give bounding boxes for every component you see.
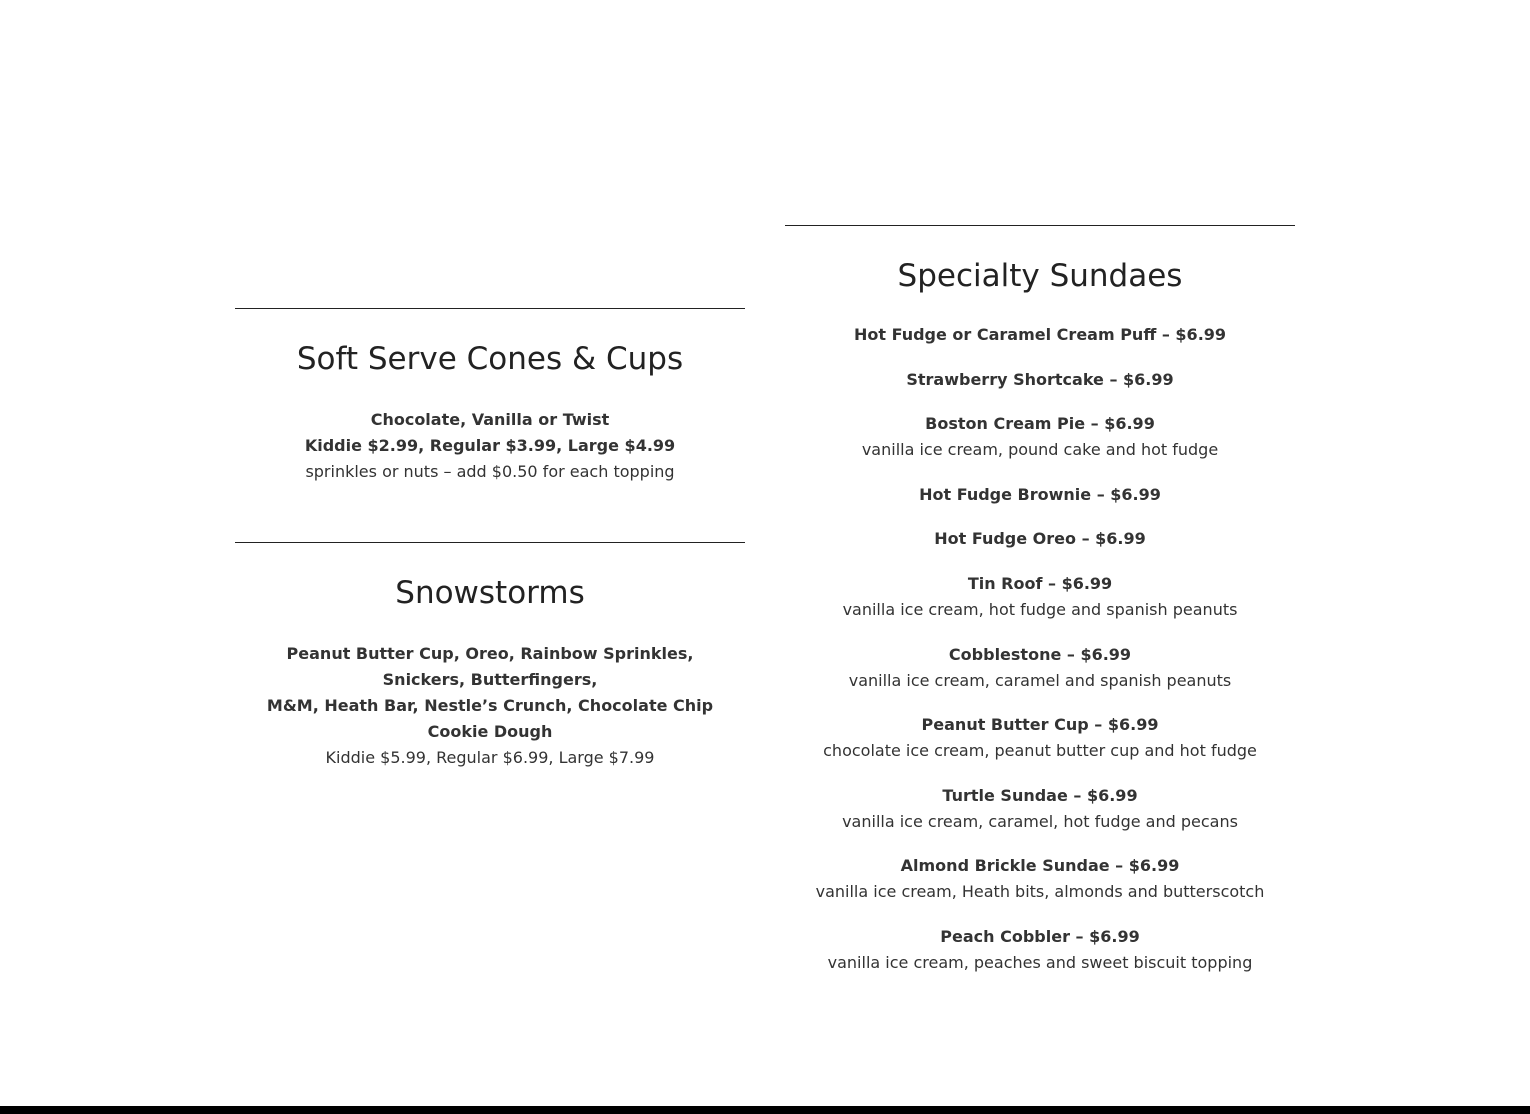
- sundae-name: Peanut Butter Cup – $6.99: [921, 715, 1159, 735]
- sundae-name: Hot Fudge Oreo – $6.99: [934, 529, 1146, 549]
- sundae-name: Boston Cream Pie – $6.99: [925, 414, 1155, 434]
- left-column: [235, 308, 745, 771]
- sundae-name: Almond Brickle Sundae – $6.99: [900, 856, 1180, 876]
- soft-serve-section: [235, 308, 745, 485]
- sundae-item: [785, 411, 1295, 463]
- snowstorms-title: Snowstorms: [395, 575, 585, 611]
- sundaes-title: Specialty Sundaes: [897, 258, 1183, 294]
- soft-serve-flavors: Chocolate, Vanilla or Twist: [370, 410, 610, 429]
- sundae-description: vanilla ice cream, hot fudge and spanish peanuts: [842, 599, 1238, 619]
- sundae-description: vanilla ice cream, pound cake and hot fudge: [861, 440, 1219, 460]
- right-column: [785, 225, 1295, 995]
- sundae-name: Hot Fudge or Caramel Cream Puff – $6.99: [853, 325, 1227, 344]
- sundae-name: Strawberry Shortcake – $6.99: [906, 369, 1174, 389]
- sundae-item: [785, 712, 1295, 764]
- sundae-name: Tin Roof – $6.99: [967, 573, 1113, 593]
- sundae-description: chocolate ice cream, peanut butter cup and hot fudge: [823, 741, 1257, 761]
- sundae-list: [785, 322, 1295, 976]
- sundae-item: [785, 853, 1295, 905]
- sundae-item: [785, 367, 1295, 393]
- snowstorms-mixins-line1: Peanut Butter Cup, Oreo, Rainbow Sprinkles, Snickers, Butterfingers,: [286, 644, 694, 689]
- soft-serve-details: [235, 407, 745, 485]
- sundae-item: [785, 924, 1295, 976]
- sundae-item: [785, 482, 1295, 508]
- sundae-name: Turtle Sundae – $6.99: [942, 785, 1138, 805]
- sundae-description: vanilla ice cream, peaches and sweet biscuit topping: [827, 952, 1253, 972]
- sundae-name: Peach Cobbler – $6.99: [940, 926, 1140, 946]
- soft-serve-toppings: sprinkles or nuts – add $0.50 for each topping: [305, 462, 675, 481]
- sundae-item: [785, 571, 1295, 623]
- snowstorms-details: [235, 641, 745, 771]
- snowstorms-mixins-line2: M&M, Heath Bar, Nestle’s Crunch, Chocolate Chip Cookie Dough: [266, 696, 714, 741]
- sundae-name: Cobblestone – $6.99: [948, 644, 1132, 664]
- sundae-item: [785, 526, 1295, 552]
- soft-serve-title: Soft Serve Cones & Cups: [296, 341, 684, 377]
- snowstorms-sizes: Kiddie $5.99, Regular $6.99, Large $7.99: [325, 748, 655, 767]
- footer-bar: [0, 1106, 1530, 1114]
- sundae-description: vanilla ice cream, caramel, hot fudge and pecans: [842, 811, 1238, 831]
- sundae-description: vanilla ice cream, caramel and spanish peanuts: [848, 670, 1232, 690]
- sundae-description: vanilla ice cream, Heath bits, almonds and butterscotch: [815, 882, 1265, 902]
- sundaes-section: [785, 225, 1295, 976]
- sundae-item: [785, 322, 1295, 348]
- snowstorms-section: [235, 542, 745, 771]
- soft-serve-sizes: Kiddie $2.99, Regular $3.99, Large $4.99: [304, 436, 676, 455]
- sundae-item: [785, 642, 1295, 694]
- sundae-name: Hot Fudge Brownie – $6.99: [919, 484, 1161, 504]
- sundae-item: [785, 783, 1295, 835]
